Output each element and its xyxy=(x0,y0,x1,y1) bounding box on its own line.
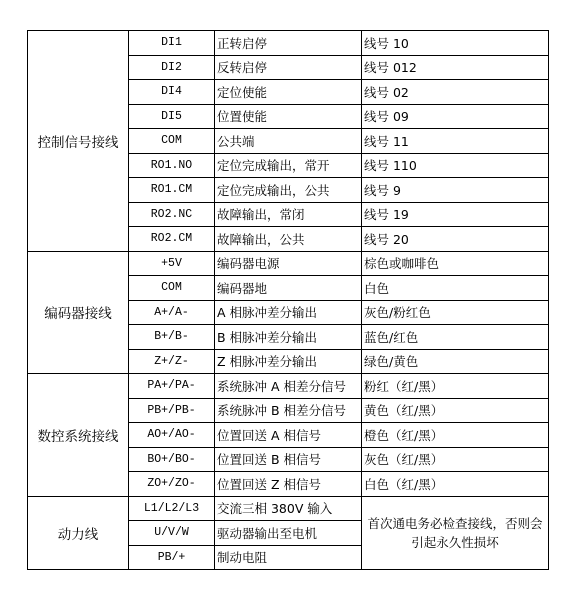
terminal-cell: COM xyxy=(129,129,215,154)
wire-cell: 线号 20 xyxy=(362,227,549,252)
terminal-cell: DI2 xyxy=(129,55,215,80)
wire-cell: 线号 02 xyxy=(362,80,549,105)
wire-cell: 粉红（红/黑） xyxy=(362,374,549,399)
table-row xyxy=(28,496,549,521)
wire-cell: 线号 10 xyxy=(362,31,549,56)
wire-cell: 线号 09 xyxy=(362,104,549,129)
wire-cell: 线号 012 xyxy=(362,55,549,80)
wiring-table xyxy=(27,30,549,570)
wire-cell: 线号 110 xyxy=(362,153,549,178)
terminal-cell: Z+/Z- xyxy=(129,349,215,374)
terminal-cell: DI1 xyxy=(129,31,215,56)
function-cell: 位置回送 Z 相信号 xyxy=(215,472,362,497)
wire-cell: 白色 xyxy=(362,276,549,301)
terminal-cell: RO1.CM xyxy=(129,178,215,203)
group-label-cnc: 数控系统接线 xyxy=(28,374,129,497)
function-cell: 制动电阻 xyxy=(215,545,362,570)
function-cell: 系统脉冲 A 相差分信号 xyxy=(215,374,362,399)
terminal-cell: DI5 xyxy=(129,104,215,129)
terminal-cell: DI4 xyxy=(129,80,215,105)
wire-cell: 线号 19 xyxy=(362,202,549,227)
group-label-power: 动力线 xyxy=(28,496,129,570)
terminal-cell: A+/A- xyxy=(129,300,215,325)
function-cell: A 相脉冲差分输出 xyxy=(215,300,362,325)
terminal-cell: L1/L2/L3 xyxy=(129,496,215,521)
function-cell: Z 相脉冲差分输出 xyxy=(215,349,362,374)
wire-cell: 灰色（红/黑） xyxy=(362,447,549,472)
function-cell: 位置使能 xyxy=(215,104,362,129)
wire-cell: 线号 11 xyxy=(362,129,549,154)
terminal-cell: PA+/PA- xyxy=(129,374,215,399)
function-cell: 交流三相 380V 输入 xyxy=(215,496,362,521)
function-cell: 定位完成输出，公共 xyxy=(215,178,362,203)
function-cell: 系统脉冲 B 相差分信号 xyxy=(215,398,362,423)
table-row xyxy=(28,251,549,276)
function-cell: 反转启停 xyxy=(215,55,362,80)
wire-cell: 白色（红/黑） xyxy=(362,472,549,497)
wire-cell: 蓝色/红色 xyxy=(362,325,549,350)
table-row xyxy=(28,374,549,399)
terminal-cell: RO1.NO xyxy=(129,153,215,178)
terminal-cell: PB/+ xyxy=(129,545,215,570)
terminal-cell: AO+/AO- xyxy=(129,423,215,448)
function-cell: 定位使能 xyxy=(215,80,362,105)
function-cell: 公共端 xyxy=(215,129,362,154)
function-cell: 故障输出，公共 xyxy=(215,227,362,252)
function-cell: 定位完成输出，常开 xyxy=(215,153,362,178)
function-cell: 驱动器输出至电机 xyxy=(215,521,362,546)
warning-note: 首次通电务必检查接线，否则会引起永久性损坏 xyxy=(362,496,549,570)
wire-cell: 黄色（红/黑） xyxy=(362,398,549,423)
wire-cell: 橙色（红/黑） xyxy=(362,423,549,448)
terminal-cell: PB+/PB- xyxy=(129,398,215,423)
terminal-cell: RO2.NC xyxy=(129,202,215,227)
function-cell: 编码器地 xyxy=(215,276,362,301)
wire-cell: 灰色/粉红色 xyxy=(362,300,549,325)
wire-cell: 绿色/黄色 xyxy=(362,349,549,374)
function-cell: 正转启停 xyxy=(215,31,362,56)
group-label-encoder: 编码器接线 xyxy=(28,251,129,374)
function-cell: B 相脉冲差分输出 xyxy=(215,325,362,350)
function-cell: 编码器电源 xyxy=(215,251,362,276)
wire-cell: 线号 9 xyxy=(362,178,549,203)
group-label-control: 控制信号接线 xyxy=(28,31,129,252)
terminal-cell: ZO+/ZO- xyxy=(129,472,215,497)
function-cell: 位置回送 A 相信号 xyxy=(215,423,362,448)
function-cell: 故障输出，常闭 xyxy=(215,202,362,227)
function-cell: 位置回送 B 相信号 xyxy=(215,447,362,472)
terminal-cell: COM xyxy=(129,276,215,301)
terminal-cell: RO2.CM xyxy=(129,227,215,252)
wire-cell: 棕色或咖啡色 xyxy=(362,251,549,276)
terminal-cell: U/V/W xyxy=(129,521,215,546)
terminal-cell: B+/B- xyxy=(129,325,215,350)
terminal-cell: +5V xyxy=(129,251,215,276)
table-row xyxy=(28,31,549,56)
terminal-cell: BO+/BO- xyxy=(129,447,215,472)
